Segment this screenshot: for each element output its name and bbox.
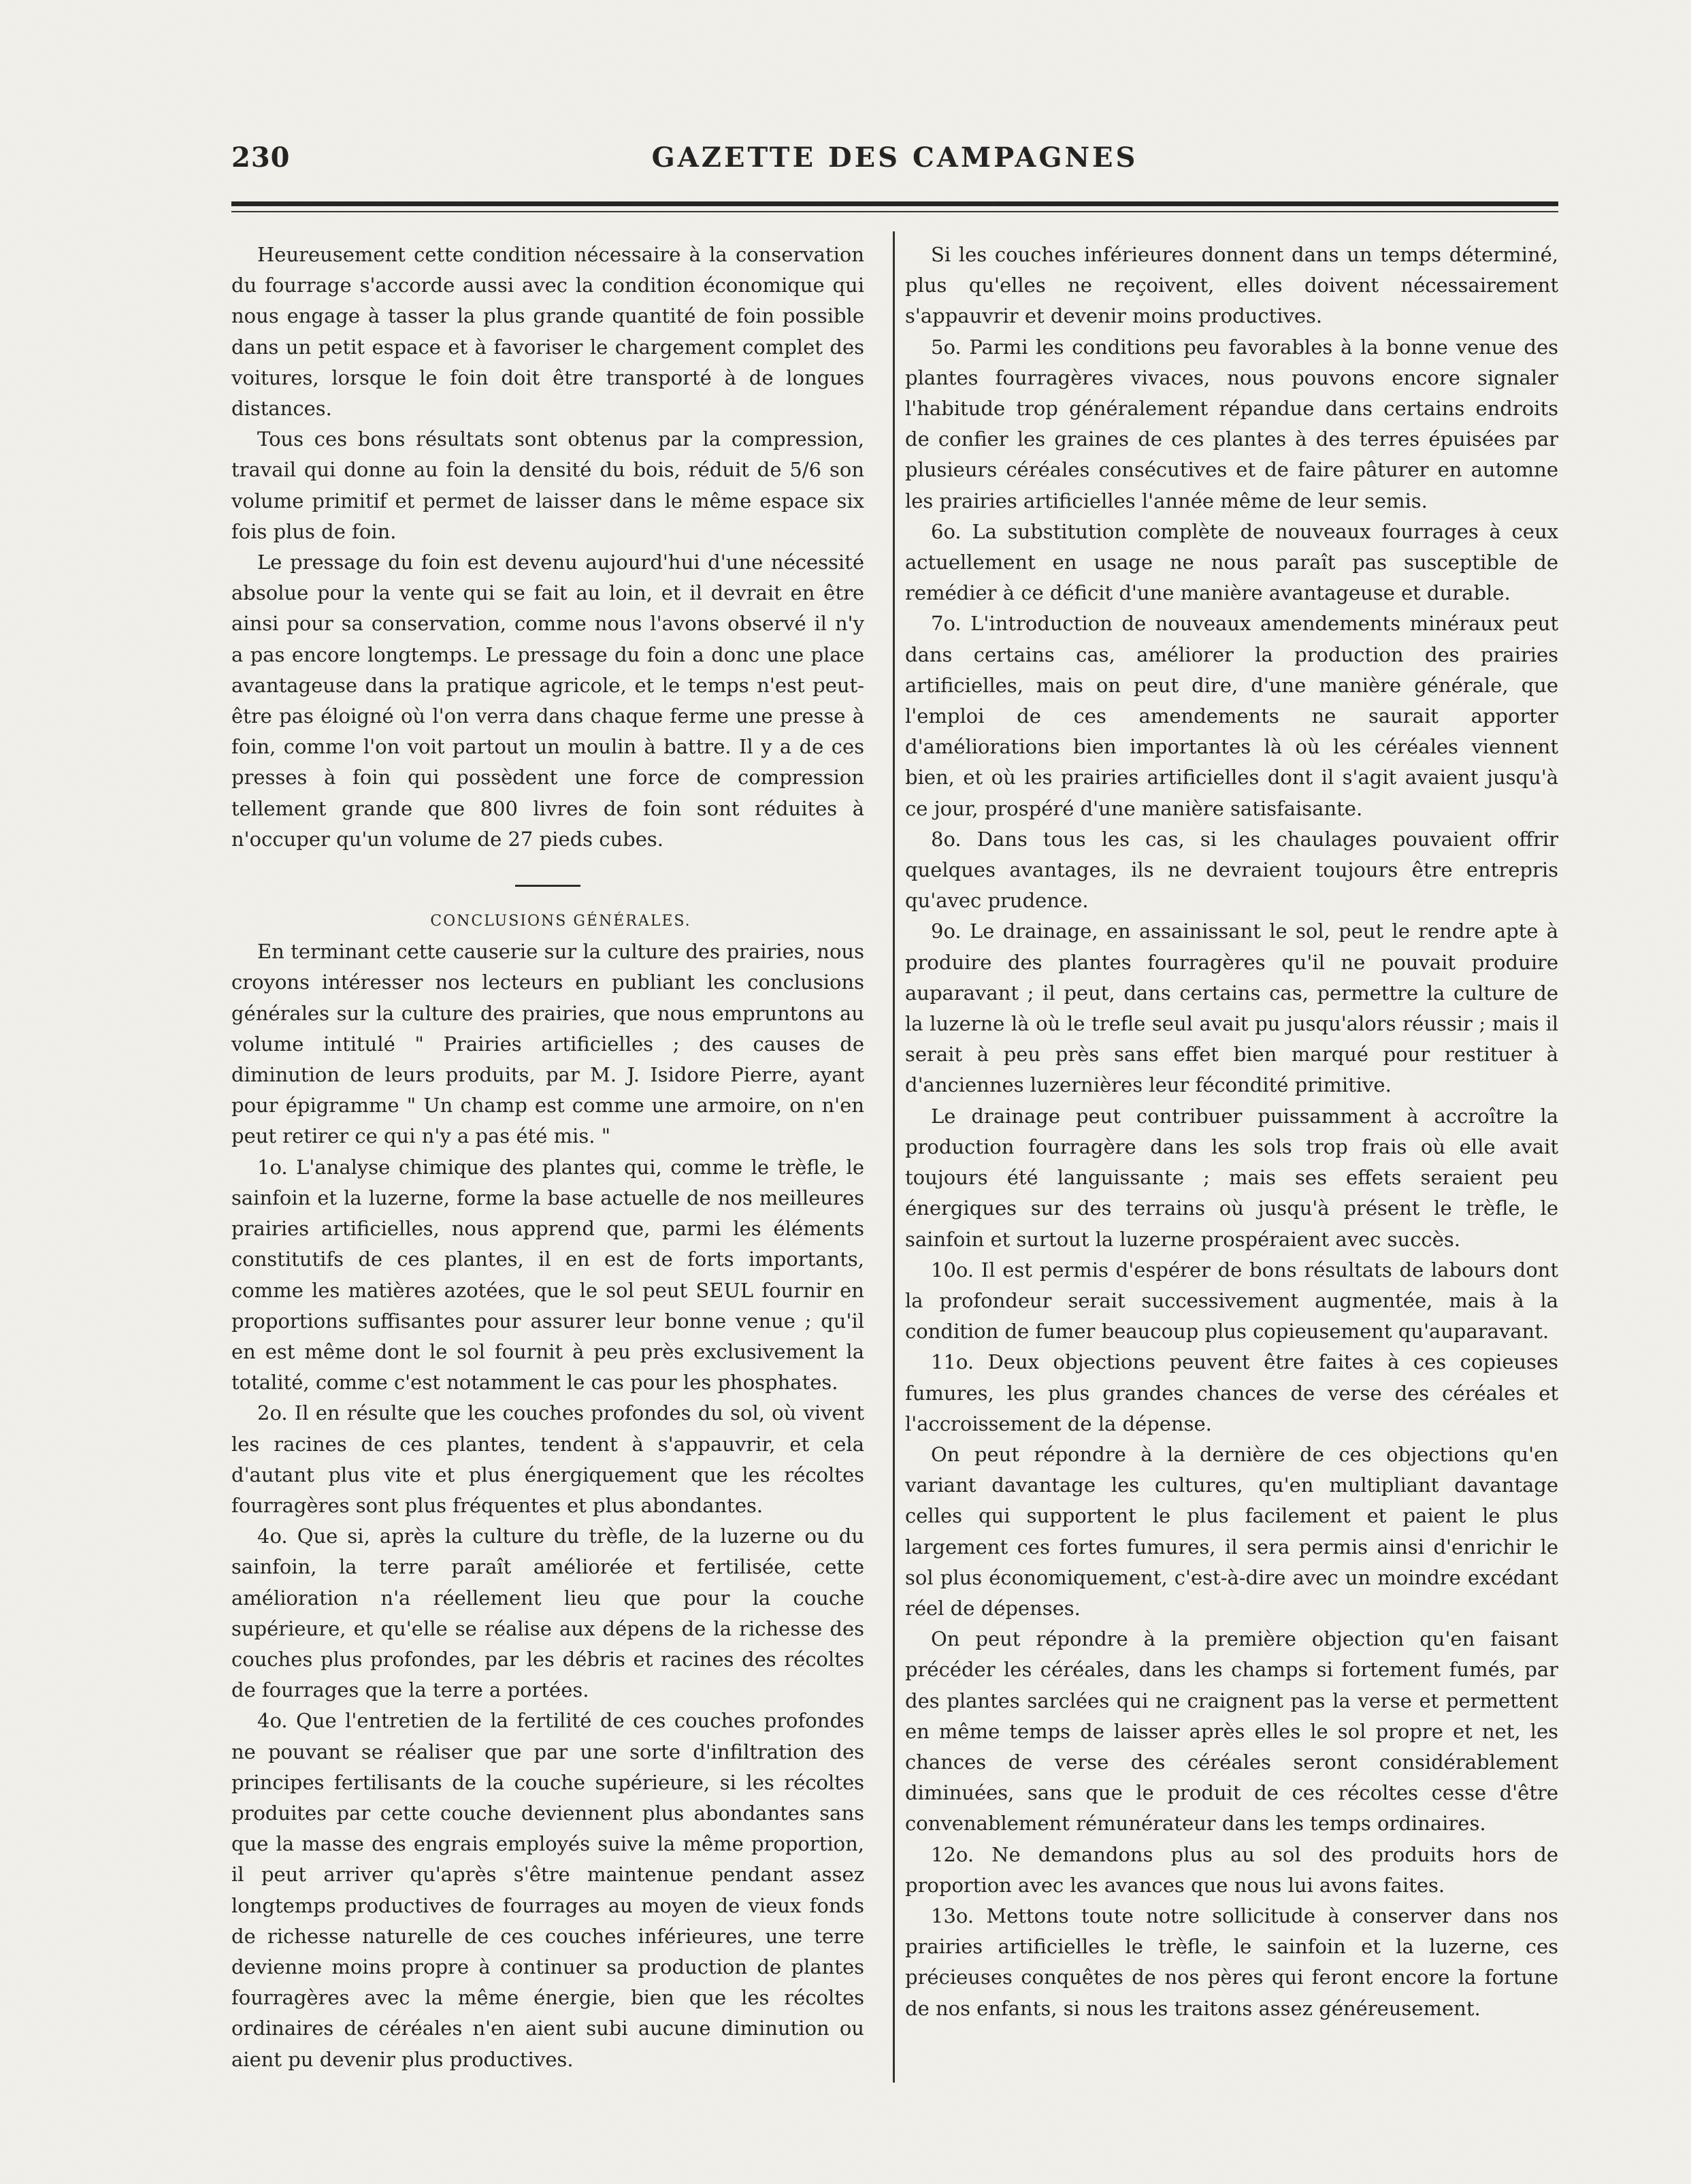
right-paragraph-6: 9o. Le drainage, en assainissant le sol, peut le rendre apte à produire des plantes fourragères qu'il ne pouvait produire auparavant ; il peut, dans certains cas, permettre la culture de la luzerne là où le trefle seul avait pu jusqu'alors réussir ; mais il serait à peu près sans effet bien marqué pour restituer à d'anciennes luzernières leur fécondité primitive. [905, 919, 1558, 1097]
left-paragraph-7: 4o. Que si, après la culture du trèfle, de la luzerne ou du sainfoin, la terre paraît améliorée et fertilisée, cette amélioration n'a réellement lieu que pour la couche supérieure, et qu'elle se réalise aux dépens de la richesse des couches plus profondes, par les débris et racines des récoltes de fourrages que la terre a portées. [231, 1525, 864, 1702]
right-paragraph-12: 12o. Ne demandons plus au sol des produits hors de proportion avec les avances que nous lui avons faites. [905, 1842, 1558, 1897]
left-paragraph-4: En terminant cette causerie sur la culture des prairies, nous croyons intéresser nos lecteurs en publiant les conclusions générales sur la culture des prairies, que nous empruntons au volume intitulé " Prairies artificielles ; des causes de diminution de leurs produits, par M. J. Isidore Pierre, ayant pour épigramme " Un champ est comme une armoire, on n'en peut retirer ce qui n'y a pas été mis. " [231, 940, 864, 1148]
left-column [231, 240, 864, 2075]
journal-title: GAZETTE DES CAMPAGNES [651, 142, 1138, 174]
right-paragraph-2: 5o. Parmi les conditions peu favorables à la bonne venue des plantes fourragères vivaces, nous pouvons encore signaler l'habitude trop généralement répandue dans certains endroits de confier les graines de ces plantes à des terres épuisées par plusieurs céréales consécutives et de faire pâturer en automne les prairies artificielles l'année même de leur semis. [905, 335, 1558, 512]
left-paragraph-1: Heureusement cette condition nécessaire à la conservation du fourrage s'accorde aussi avec la condition économique qui nous engage à tasser la plus grande quantité de foin possible dans un petit espace et à favoriser le chargement complet des voitures, lorsque le foin doit être transporté à de longues distances. [231, 243, 864, 421]
left-paragraph-6: 2o. Il en résulte que les couches profondes du sol, où vivent les racines de ces plantes, tendent à s'appauvrir, et cela d'autant plus vite et plus énergiquement que les récoltes fourragères sont plus fréquentes et plus abondantes. [231, 1401, 864, 1517]
column-divider [893, 231, 895, 2083]
right-paragraph-7: Le drainage peut contribuer puissamment à accroître la production fourragère dans les sols trop frais où elle avait toujours été languissante ; mais ses effets seraient peu énergiques sur des terrains où jusqu'à présent le trèfle, le sainfoin et surtout la luzerne prospéraient avec succès. [905, 1104, 1558, 1251]
section-title: CONCLUSIONS GÉNÉRALES. [430, 913, 691, 930]
right-paragraph-11: On peut répondre à la première objection qu'en faisant précéder les céréales, dans les champs si fortement fumés, par des plantes sarclées qui ne craignent pas la verse et permettent en même temps de laisser après elles le sol propre et net, les chances de verse des céréales seront considérablement diminuées, sans que le produit de ces récoltes cesse d'être convenablement rémunérateur dans les temps ordinaires. [905, 1627, 1558, 1836]
header-rule-thick [231, 201, 1558, 206]
right-column [905, 240, 1558, 2024]
header-rule-thin [231, 211, 1558, 212]
left-paragraph-8: 4o. Que l'entretien de la fertilité de ces couches profondes ne pouvant se réaliser que par une sorte d'infiltration des principes fertilisants de la couche supérieure, si les récoltes produites par cette couche deviennent plus abondantes sans que la masse des engrais employés suive la même proportion, il peut arriver qu'après s'être maintenue pendant assez longtemps productives de fourrages au moyen de vieux fonds de richesse naturelle de ces couches inférieures, une terre devienne moins propre à continuer sa production de plantes fourragères avec la même énergie, bien que les récoltes ordinaires de céréales n'en aient subi aucune diminution ou aient pu devenir plus productives. [231, 1709, 864, 2071]
right-paragraph-3: 6o. La substitution complète de nouveaux fourrages à ceux actuellement en usage ne nous paraît pas susceptible de remédier à ce déficit d'une manière avantageuse et durable. [905, 519, 1558, 605]
right-paragraph-5: 8o. Dans tous les cas, si les chaulages pouvaient offrir quelques avantages, ils ne devraient toujours être entrepris qu'avec prudence. [905, 827, 1558, 913]
left-paragraph-2: Tous ces bons résultats sont obtenus par la compression, travail qui donne au foin la densité du bois, réduit de 5/6 son volume primitif et permet de laisser dans le même espace six fois plus de foin. [231, 427, 864, 543]
page-header [231, 142, 1558, 182]
left-paragraph-5: 1o. L'analyse chimique des plantes qui, comme le trèfle, le sainfoin et la luzerne, forme la base actuelle de nos meilleures prairies artificielles, nous apprend que, parmi les éléments constitutifs de ces plantes, il en est de forts importants, comme les matières azotées, que le sol peut SEUL fournir en proportions suffisantes pour assurer leur bonne venue ; qu'il en est même dont le sol fournit à peu près exclusivement la totalité, comme c'est notamment le cas pour les phosphates. [231, 1155, 864, 1395]
page-number: 230 [231, 142, 291, 174]
right-paragraph-13: 13o. Mettons toute notre sollicitude à conserver dans nos prairies artificielles le trèfle, le sainfoin et la luzerne, ces précieuses conquêtes de nos pères qui feront encore la fortune de nos enfants, si nous les traitons assez généreusement. [905, 1904, 1558, 2020]
right-paragraph-1: Si les couches inférieures donnent dans un temps déterminé, plus qu'elles ne reçoivent, elles doivent nécessairement s'appauvrir et devenir moins productives. [905, 243, 1558, 328]
section-divider [515, 885, 580, 887]
right-paragraph-4: 7o. L'introduction de nouveaux amendements minéraux peut dans certains cas, améliorer la production des prairies artificielles, mais on peut dire, d'une manière générale, que l'emploi de ces amendements ne saurait apporter d'améliorations bien importantes là où les céréales viennent bien, et où les prairies artificielles dont il s'agit avaient jusqu'à ce jour, prospéré d'une manière satisfaisante. [905, 612, 1558, 820]
right-paragraph-8: 10o. Il est permis d'espérer de bons résultats de labours dont la profondeur serait successivement augmentée, mais à la condition de fumer beaucoup plus copieusement qu'auparavant. [905, 1258, 1558, 1343]
right-paragraph-9: 11o. Deux objections peuvent être faites à ces copieuses fumures, les plus grandes chances de verse des céréales et l'accroissement de la dépense. [905, 1350, 1558, 1435]
right-paragraph-10: On peut répondre à la dernière de ces objections qu'en variant davantage les cultures, qu'en multipliant davantage celles qui supportent le plus facilement et paient le plus largement ces fortes fumures, il sera permis ainsi d'enrichir le sol plus économiquement, c'est-à-dire avec un moindre excédant réel de dépenses. [905, 1442, 1558, 1620]
left-paragraph-3: Le pressage du foin est devenu aujourd'hui d'une nécessité absolue pour la vente qui se fait au loin, et il devrait en être ainsi pour sa conservation, comme nous l'avons observé il n'y a pas encore longtemps. Le pressage du foin a donc une place avantageuse dans la pratique agricole, et le temps n'est peut-être pas éloigné où l'on verra dans chaque ferme une presse à foin, comme l'on voit partout un moulin à battre. Il y a de ces presses à foin qui possèdent une force de compression tellement grande que 800 livres de foin sont réduites à n'occuper qu'un volume de 27 pieds cubes. [231, 551, 864, 851]
